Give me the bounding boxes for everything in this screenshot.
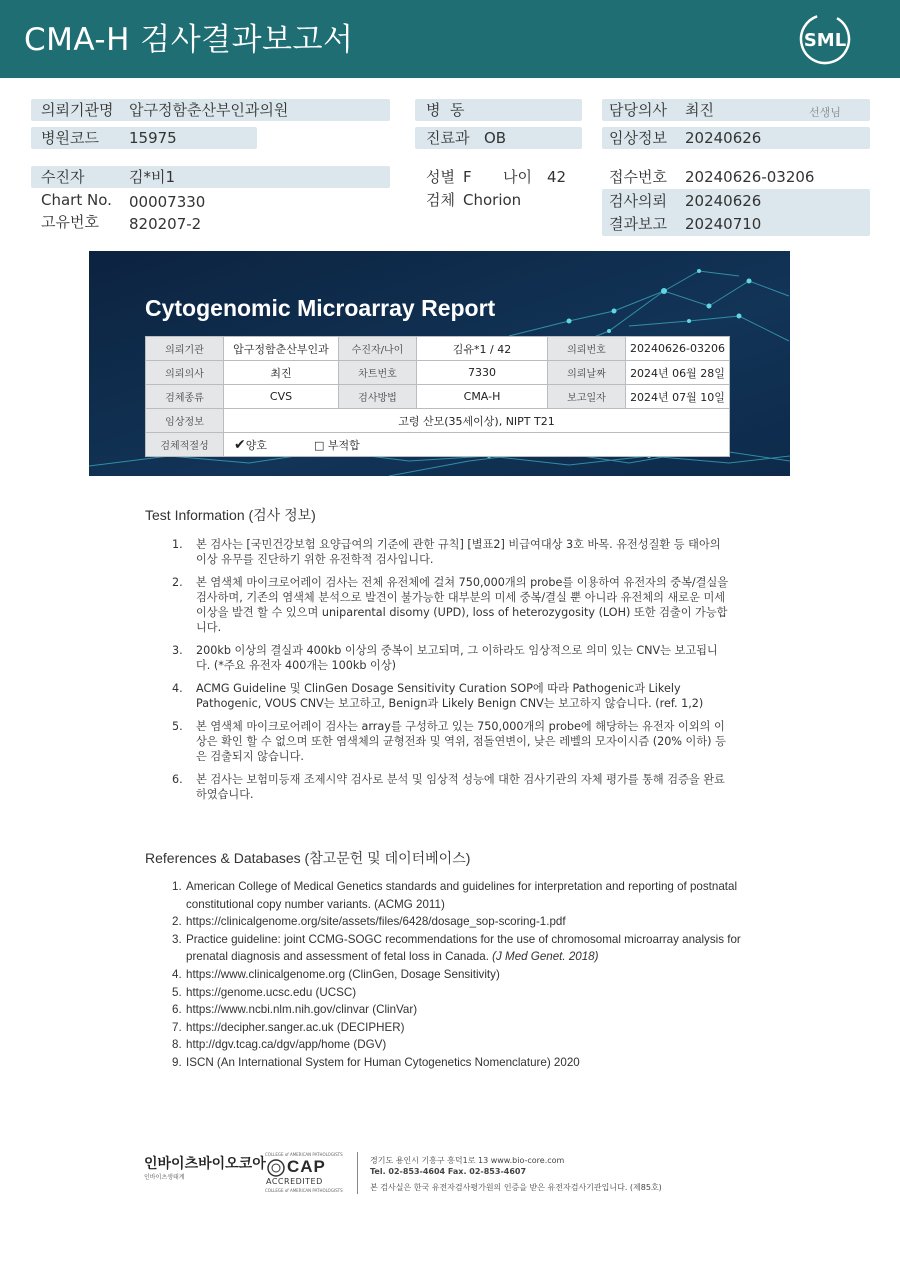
adequacy-bad: □ 부적합 <box>314 438 360 452</box>
sml-logo-text: SML <box>803 30 847 51</box>
institution-label: 의뢰기관명 <box>41 101 114 119</box>
cap-accredited-logo <box>265 1152 345 1194</box>
company-sub: 인바이츠생태계 <box>144 1174 185 1181</box>
patient-bar <box>31 166 390 188</box>
hospital-code-value: 15975 <box>129 129 177 147</box>
banner-row-clinical <box>146 409 730 433</box>
company-logo: 인바이츠바이오코아 <box>144 1156 266 1172</box>
list-item: 5. https://genome.ucsc.edu (UCSC) <box>172 985 357 999</box>
list-item: 1. American College of Medical Genetics standards and guidelines for interpretation and reporting of postnatal constitutional copy number variants. (ACMG 2011) <box>172 880 738 911</box>
report-value: 20240710 <box>685 215 762 233</box>
report-banner <box>89 251 790 476</box>
banner-cell-value: 압구정함춘산부인과 <box>224 337 339 361</box>
banner-title: Cytogenomic Microarray Report <box>145 295 496 321</box>
cap-accredited-text: ACCREDITED <box>266 1177 323 1186</box>
cap-main-text: CAP <box>287 1157 326 1176</box>
hospital-code-label: 병원코드 <box>41 129 99 147</box>
list-item: 1. 본 검사는 [국민건강보험 요양급여의 기준에 관한 규칙] [별표2] 비급여대상 3호 바목. 유전성질환 등 태아의 이상 유무를 진단하기 위한 유전학적 검사입니다. <box>172 538 721 566</box>
banner-info-table <box>145 336 730 457</box>
request-label: 검사의뢰 <box>609 192 667 210</box>
references-list <box>172 878 752 1072</box>
banner-cell-label: 검체종류 <box>146 385 224 409</box>
cap-top-text: COLLEGE of AMERICAN PATHOLOGISTS <box>265 1152 343 1157</box>
banner-row <box>146 361 730 385</box>
clinical-value: 20240626 <box>685 129 762 147</box>
list-item: 6. 본 검사는 보험미등재 조제시약 검사로 분석 및 임상적 성능에 대한 검사기관의 자체 평가를 통해 검증을 완료하였습니다. <box>172 773 725 801</box>
journal-ref: (J Med Genet. 2018) <box>492 950 599 964</box>
list-item: 3. 200kb 이상의 결실과 400kb 이상의 중복이 보고되며, 그 이하라도 임상적으로 의미 있는 CNV는 보고됩니다. (*주요 유전자 400개는 100kb 이상) <box>172 644 718 672</box>
banner-row <box>146 385 730 409</box>
banner-cell-label: 의뢰의사 <box>146 361 224 385</box>
chart-label: Chart No. <box>41 191 112 209</box>
banner-cell-value: 20240626-03206 <box>626 337 730 361</box>
specimen-label: 검체 <box>426 191 455 209</box>
footer-phone: Tel. 02-853-4604 Fax. 02-853-4607 <box>370 1167 527 1176</box>
clinical-label: 임상정보 <box>609 129 667 147</box>
adequacy-good: 양호 <box>245 438 267 452</box>
list-item: 2. 본 염색체 마이크로어레이 검사는 전체 유전체에 걸쳐 750,000개의 probe를 이용하여 유전자의 중복/결실을 검사하며, 기존의 염색체 분석으로 발견이 불가능한 대부분의 미세 중복/결실 뿐 아니라 유전체의 새로운 미세이상을 발견 할 수 있으며 uniparental disomy (UPD), loss of heterozygosity (LOH) 또한 검출이 가능합니다. <box>172 576 729 634</box>
list-item: 7. https://decipher.sanger.ac.uk (DECIPHER) <box>172 1020 405 1034</box>
banner-cell-label: 의뢰날짜 <box>548 361 626 385</box>
banner-cell-value: CMA-H <box>417 385 548 409</box>
specimen-value: Chorion <box>463 191 522 209</box>
checkmark-icon: ✔ <box>234 436 246 453</box>
chart-value: 00007330 <box>129 193 206 211</box>
list-item: 5. 본 염색체 마이크로어레이 검사는 array를 구성하고 있는 750,000개의 probe에 해당하는 유전자 이외의 이상은 확인 할 수 없으며 또한 염색체의 균형전좌 및 역위, 점돌연변이, 낮은 레벨의 모자이시즘 (20% 이하) 등은 검출되지 않습니다. <box>172 720 726 763</box>
receipt-value: 20240626-03206 <box>685 168 815 186</box>
list-item: 9. ISCN (An International System for Human Cytogenetics Nomenclature) 2020 <box>172 1055 580 1069</box>
list-item: 8. http://dgv.tcag.ca/dgv/app/home (DGV) <box>172 1038 387 1052</box>
references-title: References & Databases (참고문헌 및 데이터베이스) <box>145 850 471 866</box>
cap-seal-icon <box>266 1158 286 1178</box>
banner-adequacy-options <box>224 433 730 457</box>
report-header <box>0 0 900 78</box>
doctor-value: 최진 <box>685 101 714 119</box>
banner-cell-label: 수진자/나이 <box>339 337 417 361</box>
banner-cell-value: 2024년 06월 28일 <box>626 361 730 385</box>
banner-row-adequacy <box>146 433 730 457</box>
test-info-list <box>172 537 732 810</box>
test-info-title: Test Information (검사 정보) <box>145 507 316 523</box>
footer-address: 경기도 용인시 기흥구 흥덕1로 13 www.bio-core.com <box>370 1156 565 1165</box>
patient-label: 수진자 <box>41 168 85 186</box>
banner-cell-label: 의뢰기관 <box>146 337 224 361</box>
banner-cell-label: 보고일자 <box>548 385 626 409</box>
banner-cell-value: 7330 <box>417 361 548 385</box>
banner-cell-value: 김유*1 / 42 <box>417 337 548 361</box>
receipt-label: 접수번호 <box>609 168 667 186</box>
patient-value: 김*비1 <box>129 168 176 186</box>
footer-divider <box>357 1152 358 1194</box>
report-label: 결과보고 <box>609 215 667 233</box>
doctor-label: 담당의사 <box>609 101 667 119</box>
banner-cell-value: 최진 <box>224 361 339 385</box>
ward-label: 병 동 <box>426 101 465 119</box>
banner-cell-label: 차트번호 <box>339 361 417 385</box>
cap-bottom-text: COLLEGE of AMERICAN PATHOLOGISTS <box>265 1188 343 1193</box>
dept-value: OB <box>484 129 507 147</box>
banner-clinical-label: 임상정보 <box>146 409 224 433</box>
age-label: 나이 <box>503 168 532 186</box>
list-item: 2. https://clinicalgenome.org/site/assets/files/6428/dosage_sop-scoring-1.pdf <box>172 915 566 929</box>
sex-value: F <box>463 168 472 186</box>
banner-cell-value: 2024년 07월 10일 <box>626 385 730 409</box>
list-item: 3. Practice guideline: joint CCMG-SOGC recommendations for the use of chromosomal microarray analysis for prenatal diagnosis and assessment of fetal loss in Canada. (J Med Genet. 2018) <box>172 932 741 964</box>
unique-value: 820207-2 <box>129 215 202 233</box>
institution-value: 압구정함춘산부인과의원 <box>129 101 289 119</box>
banner-adequacy-label: 검체적절성 <box>146 433 224 457</box>
banner-cell-label: 의뢰번호 <box>548 337 626 361</box>
banner-cell-label: 검사방법 <box>339 385 417 409</box>
banner-clinical-value: 고령 산모(35세이상), NIPT T21 <box>224 409 730 433</box>
list-item: 6. https://www.ncbi.nlm.nih.gov/clinvar (ClinVar) <box>172 1003 418 1017</box>
age-value: 42 <box>547 168 567 186</box>
dept-label: 진료과 <box>426 129 470 147</box>
unique-label: 고유번호 <box>41 213 99 231</box>
sml-logo <box>798 12 852 66</box>
request-value: 20240626 <box>685 192 762 210</box>
page-title: CMA-H 검사결과보고서 <box>24 22 354 58</box>
footer-note: 본 검사실은 한국 유전자검사평가원의 인증을 받은 유전자검사기관입니다. (제85호) <box>370 1183 662 1192</box>
list-item: 4. https://www.clinicalgenome.org (ClinGen, Dosage Sensitivity) <box>172 967 500 981</box>
banner-row <box>146 337 730 361</box>
doctor-suffix: 선생님 <box>809 106 841 119</box>
banner-cell-value: CVS <box>224 385 339 409</box>
list-item: 4. ACMG Guideline 및 ClinGen Dosage Sensitivity Curation SOP에 따라 Pathogenic과 Likely Pathogenic, VOUS CNV는 보고하고, Benign과 Likely Benign CNV는 보고하지 않습니다. (ref. 1,2) <box>172 682 704 710</box>
sex-label: 성별 <box>426 168 455 186</box>
